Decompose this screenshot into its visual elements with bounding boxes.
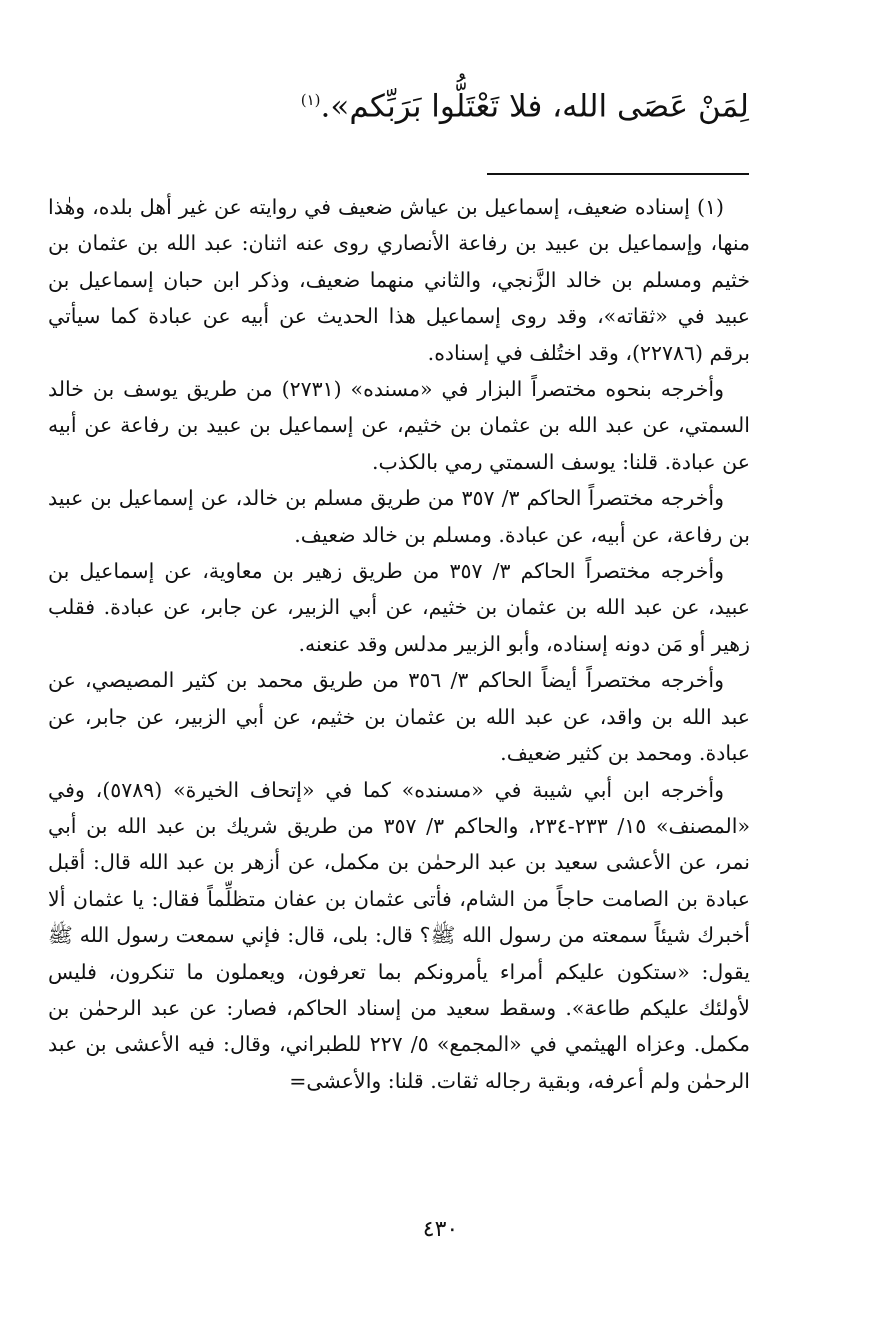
- footnote-paragraph-2: وأخرجه بنحوه مختصراً البزار في «مسنده» (٢٧٣١) من طريق يوسف بن خالد السمتي، عن عبد الله بن عثمان بن خثيم، عن إسماعيل بن عبيد بن رفاعة عن أبيه عن عبادة. قلنا: يوسف السمتي رمي بالكذب.: [48, 377, 750, 474]
- main-text-line: [49, 72, 749, 134]
- footnote-paragraph-5: وأخرجه مختصراً أيضاً الحاكم ٣/ ٣٥٦ من طريق محمد بن كثير المصيصي، عن عبد الله بن واقد، عن عبد الله بن عثمان بن خثيم، عن أبي الزبير، عن جابر، عن عبادة. ومحمد بن كثير ضعيف.: [48, 668, 750, 766]
- footnote-paragraph-3: وأخرجه مختصراً الحاكم ٣/ ٣٥٧ من طريق مسلم بن خالد، عن إسماعيل بن عبيد بن رفاعة، عن أبيه، عن عبادة. ومسلم بن خالد ضعيف.: [48, 486, 750, 547]
- footnote-separator: [487, 173, 749, 175]
- footnote-paragraph-6: وأخرجه ابن أبي شيبة في «مسنده» كما في «إتحاف الخيرة» (٥٧٨٩)، وفي «المصنف» ١٥/ ٢٣٣-٢٣٤، والحاكم ٣/ ٣٥٧ من طريق شريك بن عبد الله بن أبي نمر، عن الأعشى سعيد بن عبد الرحمٰن بن مكمل، عن أزهر بن عبد الله قال: أقبل عبادة بن الصامت حاجاً من الشام، فأتى عثمان بن عفان متظلِّماً فقال: يا عثمان ألا أخبرك شيئاً سمعته من رسول الله ﷺ؟ قال: بلى، قال: فإني سمعت رسول الله ﷺ يقول: «ستكون عليكم أمراء يأمرونكم بما تعرفون، ويعملون ما تنكرون، فليس لأولئك عليكم طاعة». وسقط سعيد من إسناد الحاكم، فصار: عن عبد الرحمٰن بن مكمل. وعزاه الهيثمي في «المجمع» ٥/ ٢٢٧ للطبراني، وقال: فيه الأعشى بن عبد الرحمٰن ولم أعرفه، وبقية رجاله ثقات. قلنا: والأعشى=: [48, 777, 750, 1093]
- main-text: لِمَنْ عَصَى الله، فلا تَعْتَلُّوا بَرَبِّكم».: [320, 88, 749, 125]
- footnotes-section: [48, 189, 750, 1099]
- footnote-paragraph-1: (١) إسناده ضعيف، إسماعيل بن عياش ضعيف في روايته عن غير أهل بلده، وهٰذا منها، وإسماعيل بن عبيد بن رفاعة الأنصاري روى عنه اثنان: عبد الله بن عثمان بن خثيم ومسلم بن خالد الزَّنجي، والثاني منهما ضعيف، وذكر ابن حبان إسماعيل بن عبيد في «ثقاته»، وقد روى إسماعيل هذا الحديث عن أبيه عن عبادة كما سيأتي برقم (٢٢٧٨٦)، وقد اختُلف في إسناده.: [48, 195, 750, 365]
- page-number: ٤٣٠: [422, 1217, 459, 1242]
- footnote-marker: (١): [300, 91, 321, 109]
- footnote-paragraph-4: وأخرجه مختصراً الحاكم ٣/ ٣٥٧ من طريق زهير بن معاوية، عن إسماعيل بن عبيد، عن عبد الله بن عثمان بن خثيم، عن أبي الزبير، عن جابر، عن عبادة. فقلب زهير أو مَن دونه إسناده، وأبو الزبير مدلس وقد عنعنه.: [48, 559, 750, 656]
